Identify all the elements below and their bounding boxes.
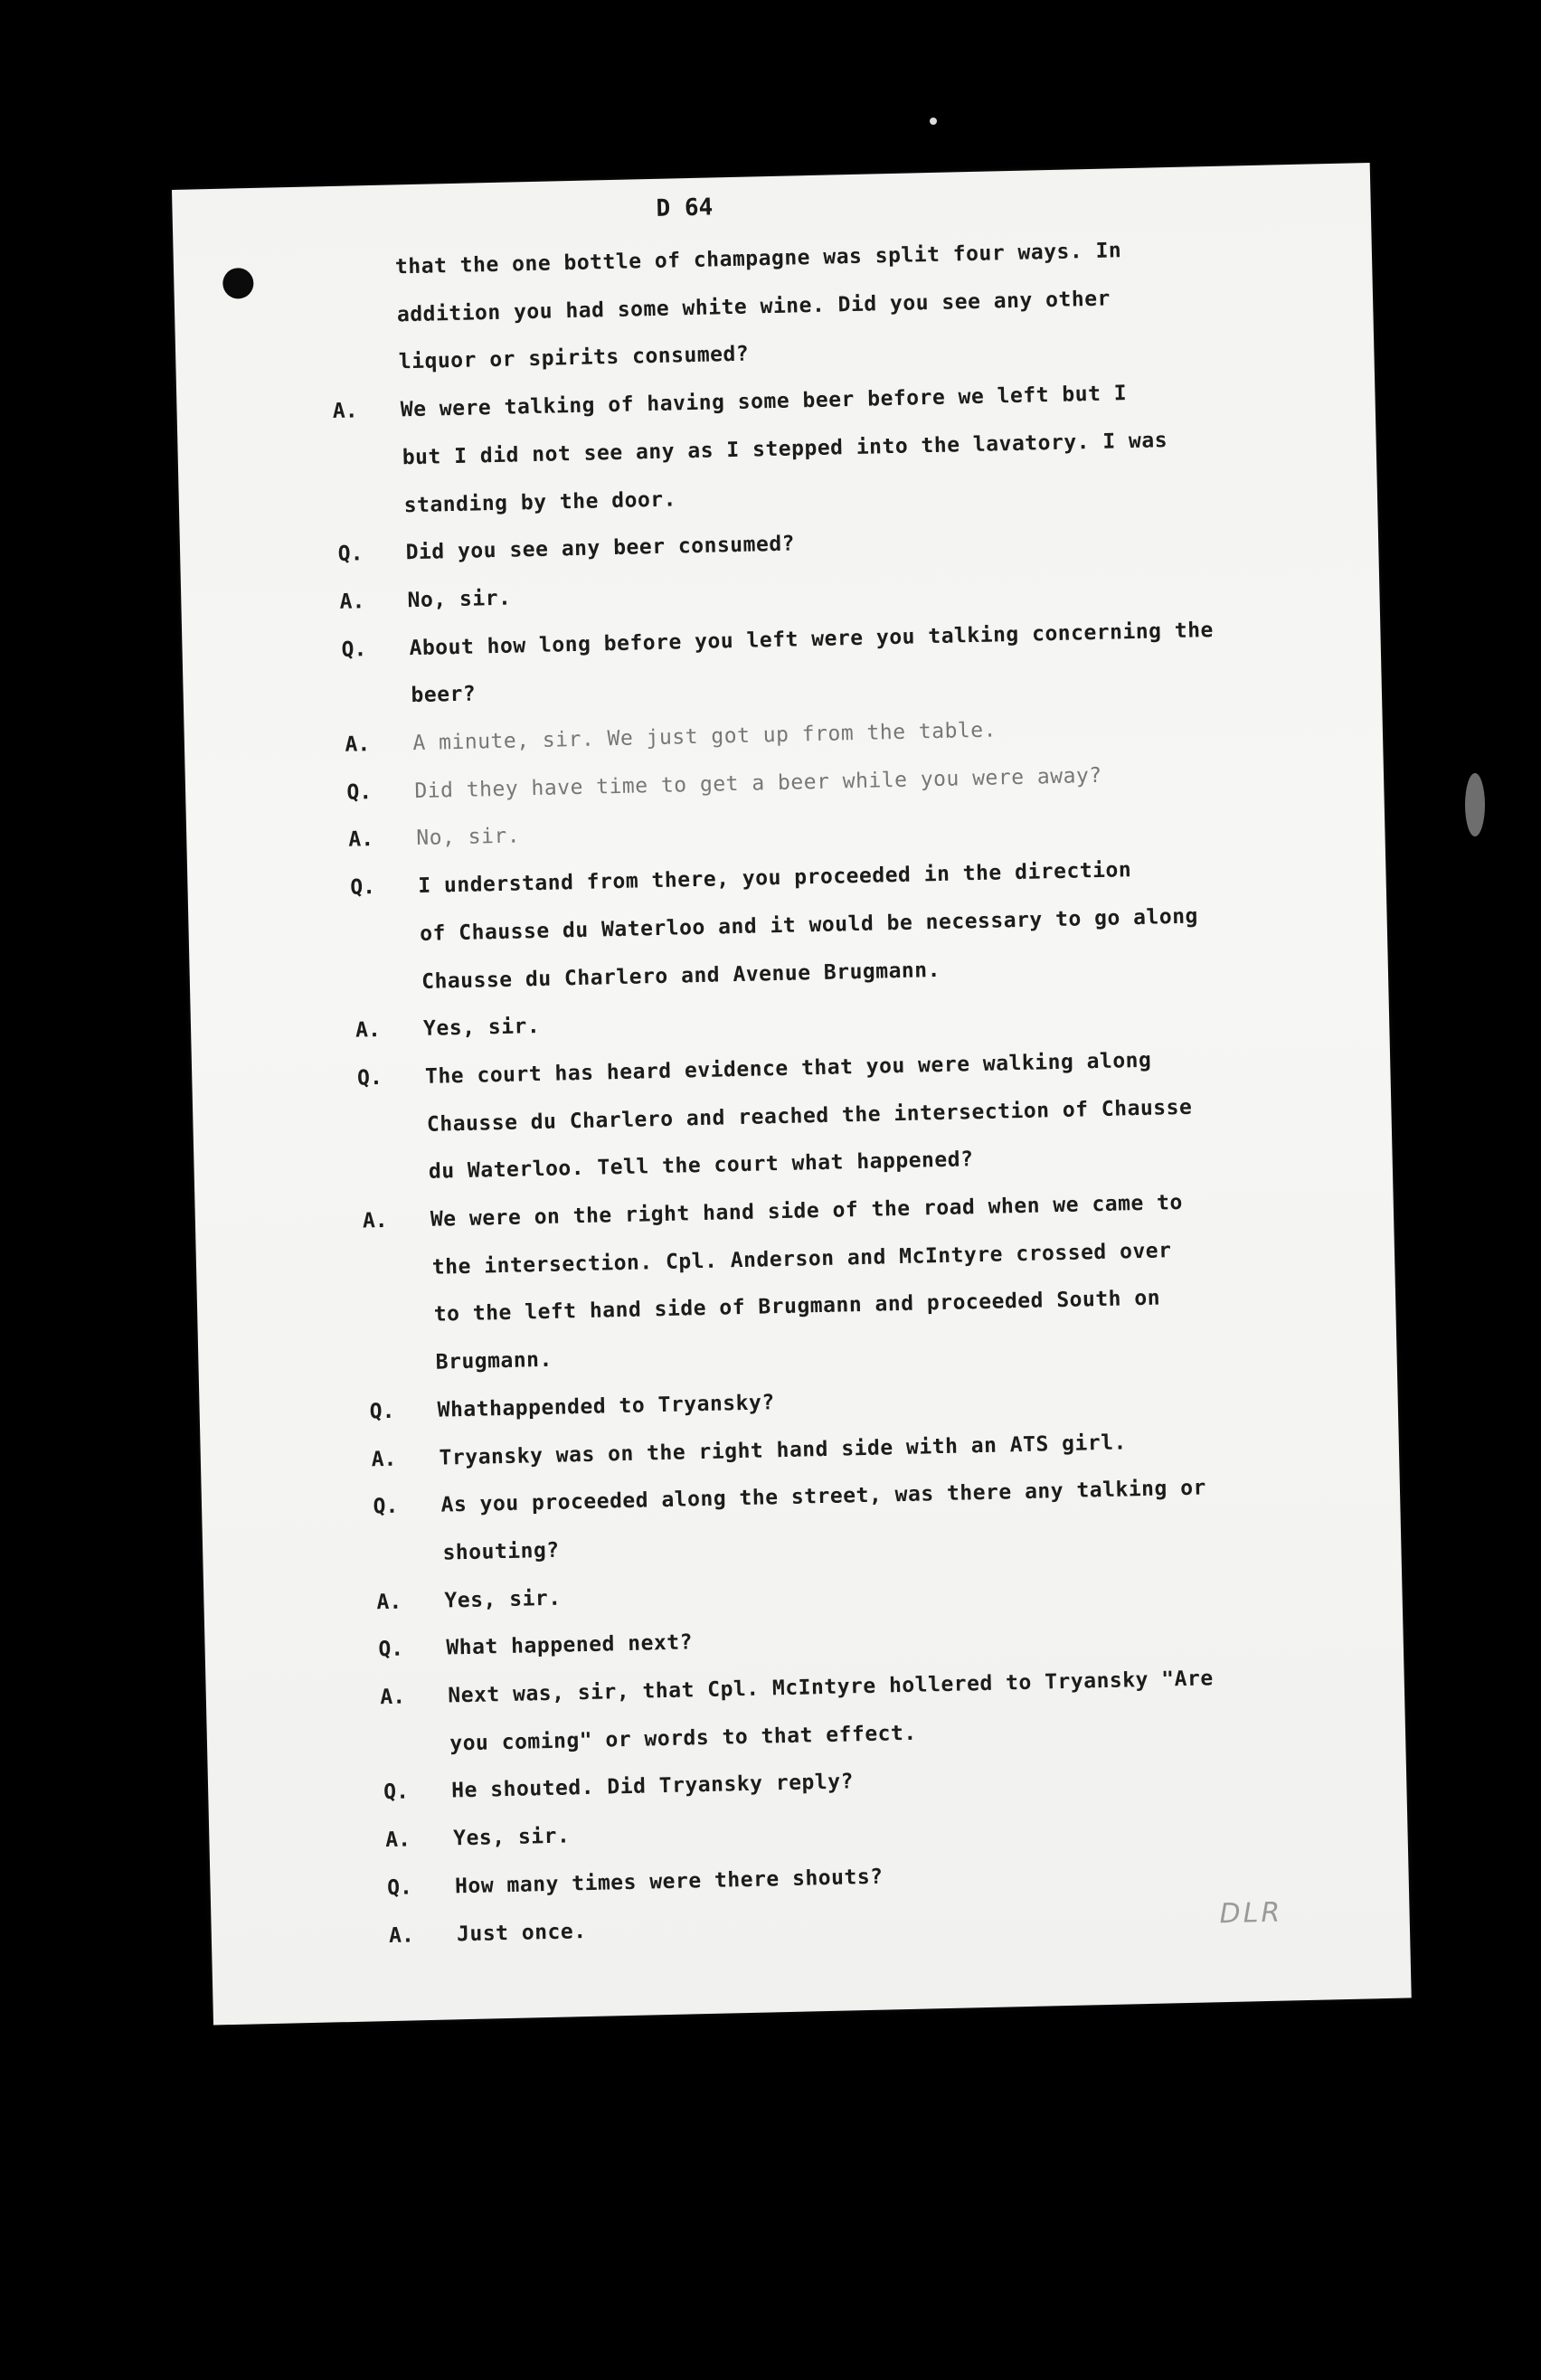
- transcript-line: About how long before you left were you talking concerning the: [409, 618, 1215, 660]
- transcript-line: He shouted. Did Tryansky reply?: [450, 1770, 855, 1803]
- transcript-line: Just once.: [456, 1919, 587, 1946]
- transcript-line: du Waterloo. Tell the court what happened?: [428, 1148, 974, 1185]
- speaker-marker: A.: [376, 1590, 402, 1614]
- speaker-marker: A.: [339, 590, 365, 614]
- handwritten-initials: DLR: [1219, 1896, 1283, 1931]
- transcript-line: How many times were there shouts?: [454, 1865, 884, 1899]
- transcript-line: that the one bottle of champagne was split four ways. In: [394, 239, 1122, 279]
- transcript-line: addition you had some white wine. Did you see any other: [396, 287, 1111, 327]
- transcript-line: Did they have time to get a beer while you were away?: [414, 763, 1102, 803]
- transcript-line: Yes, sir.: [444, 1586, 562, 1613]
- film-speck: [930, 118, 937, 125]
- speaker-marker: Q.: [350, 875, 376, 900]
- transcript-line: of Chausse du Waterloo and it would be necessary to go along: [419, 904, 1199, 946]
- transcript-line: Chausse du Charlero and Avenue Brugmann.: [421, 958, 941, 994]
- transcript-line: but I did not see any as I stepped into the lavatory. I was: [402, 428, 1168, 470]
- transcript-line: Did you see any beer consumed?: [405, 532, 796, 565]
- speaker-marker: Q.: [337, 542, 364, 567]
- transcript-line: Yes, sir.: [452, 1824, 571, 1851]
- transcript-line: No, sir.: [407, 586, 512, 613]
- transcript-line: As you proceeded along the street, was there any talking or: [440, 1476, 1207, 1517]
- transcript-line: A minute, sir. We just got up from the table.: [412, 718, 997, 756]
- speaker-marker: A.: [371, 1447, 397, 1471]
- speaker-marker: A.: [384, 1828, 411, 1853]
- transcript-line: Whathappended to Tryansky?: [437, 1391, 775, 1422]
- transcript-line: We were talking of having some beer before we left but I: [400, 382, 1128, 422]
- transcript-line: liquor or spirits consumed?: [398, 342, 750, 374]
- transcript-line: The court has heard evidence that you were walking along: [424, 1048, 1152, 1089]
- speaker-marker: A.: [380, 1685, 406, 1710]
- transcript-line: Brugmann.: [435, 1347, 553, 1374]
- speaker-marker: Q.: [346, 779, 373, 805]
- speaker-marker: A.: [388, 1922, 415, 1948]
- transcript-line: beer?: [411, 682, 477, 708]
- speaker-marker: Q.: [356, 1065, 383, 1091]
- page-number: D 64: [656, 194, 714, 222]
- transcript-line: Chausse du Charlero and reached the intersection of Chausse: [426, 1095, 1193, 1137]
- speaker-marker: A.: [362, 1208, 388, 1233]
- transcript-line: shouting?: [442, 1538, 560, 1565]
- transcript-line: to the left hand side of Brugmann and proceeded South on: [433, 1286, 1161, 1327]
- speaker-marker: Q.: [369, 1399, 395, 1424]
- speaker-marker: A.: [332, 399, 358, 424]
- transcript-line: the intersection. Cpl. Anderson and McIntyre crossed over: [431, 1238, 1172, 1280]
- speaker-marker: Q.: [383, 1780, 410, 1805]
- transcript-line: Next was, sir, that Cpl. McIntyre hollered to Tryansky "Are: [448, 1667, 1214, 1708]
- speaker-marker: A.: [348, 827, 374, 853]
- film-speck: [1465, 773, 1485, 836]
- speaker-marker: Q.: [373, 1494, 399, 1519]
- transcript-line: No, sir.: [416, 824, 521, 851]
- document-page: [172, 163, 1412, 2026]
- transcript-line: What happened next?: [446, 1630, 694, 1660]
- transcript-line: you coming" or words to that effect.: [449, 1721, 917, 1756]
- transcript-line: I understand from there, you proceeded in the direction: [417, 858, 1132, 899]
- transcript-line: We were on the right hand side of the road when we came to: [430, 1190, 1184, 1232]
- speaker-marker: A.: [355, 1018, 382, 1043]
- transcript-line: standing by the door.: [403, 486, 677, 517]
- speaker-marker: Q.: [341, 637, 367, 662]
- transcript-line: Yes, sir.: [422, 1015, 541, 1042]
- speaker-marker: Q.: [378, 1637, 404, 1662]
- speaker-marker: A.: [345, 732, 371, 757]
- transcript-line: Tryansky was on the right hand side with an ATS girl.: [439, 1430, 1128, 1470]
- punch-hole: [222, 268, 254, 299]
- speaker-marker: Q.: [386, 1875, 413, 1900]
